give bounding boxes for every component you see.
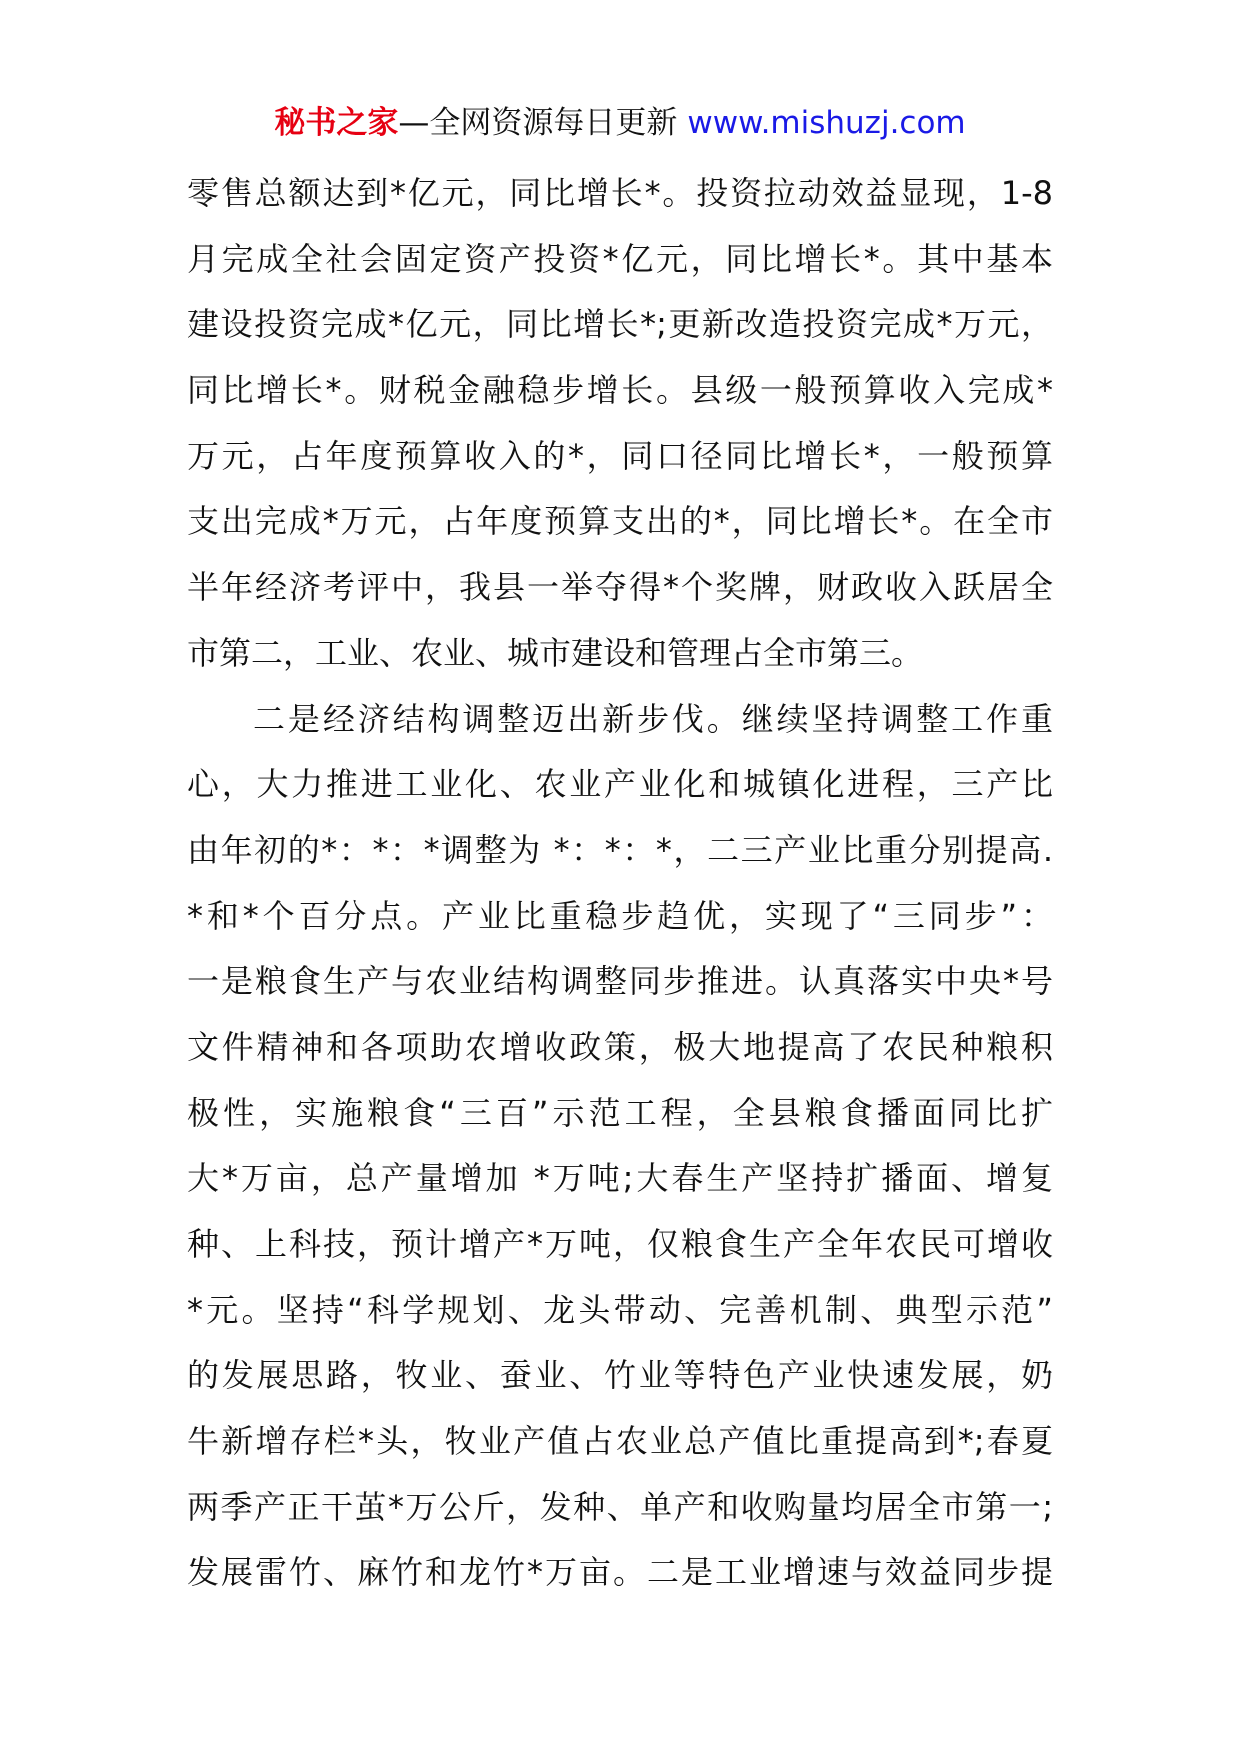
body-line: 建设投资完成*亿元，同比增长*;更新改造投资完成*万元， — [187, 305, 1053, 344]
body-line: 支出完成*万元，占年度预算支出的*，同比增长*。在全市 — [187, 502, 1053, 541]
site-url-link[interactable]: www.mishuzj.com — [687, 105, 966, 141]
body-line: 牛新增存栏*头，牧业产值占农业总产值比重提高到*;春夏 — [187, 1422, 1053, 1461]
page-header — [0, 103, 1240, 143]
body-line-paragraph-end: 市第二，工业、农业、城市建设和管理占全市第三。 — [187, 633, 924, 672]
body-line: *和*个百分点。产业比重稳步趋优，实现了“三同步”： — [187, 896, 1053, 935]
body-line: 的发展思路，牧业、蚕业、竹业等特色产业快速发展，奶 — [187, 1356, 1053, 1395]
body-line: 同比增长*。财税金融稳步增长。县级一般预算收入完成* — [187, 371, 1053, 410]
brand-name: 秘书之家 — [274, 105, 399, 141]
body-line: 万元，占年度预算收入的*，同口径同比增长*，一般预算 — [187, 436, 1053, 475]
body-line: 极性，实施粮食“三百”示范工程，全县粮食播面同比扩 — [187, 1093, 1053, 1132]
body-line: 半年经济考评中，我县一举夺得*个奖牌，财政收入跃居全 — [187, 568, 1053, 607]
body-line: 月完成全社会固定资产投资*亿元，同比增长*。其中基本 — [187, 239, 1053, 278]
body-line-paragraph-start: 二是经济结构调整迈出新步伐。继续坚持调整工作重 — [253, 699, 1053, 738]
body-line: 两季产正干茧*万公斤，发种、单产和收购量均居全市第一; — [187, 1487, 1053, 1526]
document-body — [187, 161, 1053, 1606]
body-line: *元。坚持“科学规划、龙头带动、完善机制、典型示范” — [187, 1290, 1053, 1329]
body-line: 大*万亩，总产量增加 *万吨;大春生产坚持扩播面、增复 — [187, 1159, 1053, 1198]
body-line: 文件精神和各项助农增收政策，极大地提高了农民种粮积 — [187, 1027, 1053, 1066]
body-line: 零售总额达到*亿元，同比增长*。投资拉动效益显现，1-8 — [187, 174, 1053, 212]
body-line: 心，大力推进工业化、农业产业化和城镇化进程，三产比 — [187, 765, 1053, 804]
header-tagline: —全网资源每日更新 — [398, 105, 678, 141]
body-line: 发展雷竹、麻竹和龙竹*万亩。二是工业增速与效益同步提 — [187, 1553, 1053, 1592]
body-line: 由年初的*：*：*调整为 *：*：*，二三产业比重分别提高. — [187, 830, 1053, 869]
body-line: 一是粮食生产与农业结构调整同步推进。认真落实中央*号 — [187, 962, 1053, 1001]
body-line: 种、上科技，预计增产*万吨，仅粮食生产全年农民可增收 — [187, 1225, 1053, 1263]
